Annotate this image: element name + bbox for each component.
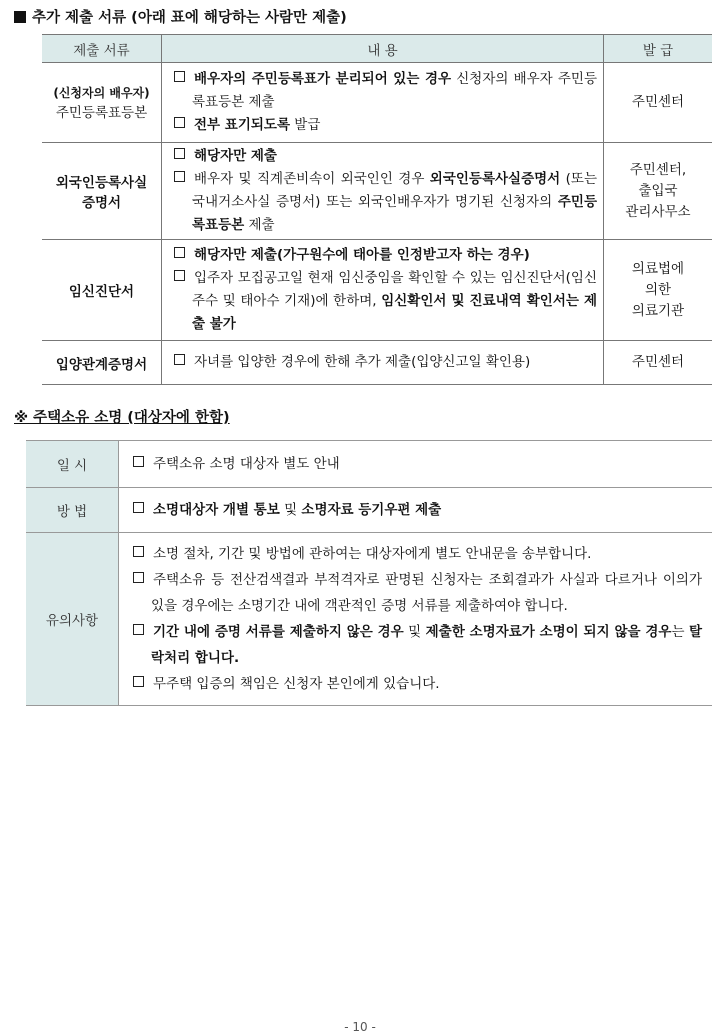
list-item: 주택소유 등 전산검색결과 부적격자로 판명된 신청자는 조회결과가 사실과 다르거나 이의가 있을 경우에는 소명기간 내에 객관적인 증명 서류를 제출하여야 합니다. — [129, 567, 702, 619]
black-square-icon — [14, 11, 26, 23]
checkbox-square-icon — [174, 117, 185, 128]
content-cell — [162, 341, 604, 385]
doc-cell: (신청자의 배우자) 주민등록표등본 — [42, 63, 162, 143]
table-row — [26, 441, 712, 488]
header-doc: 제출 서류 — [42, 35, 162, 63]
list-item: 무주택 입증의 책임은 신청자 본인에게 있습니다. — [129, 671, 702, 697]
content-cell — [162, 63, 604, 143]
list-item: 전부 표기되도록 발급 — [170, 114, 597, 137]
row-value — [119, 533, 713, 706]
content-cell — [162, 240, 604, 341]
additional-documents-table — [42, 34, 712, 385]
list-item: 해당자만 제출(가구원수에 태아를 인정받고자 하는 경우) — [170, 244, 597, 267]
table-row — [42, 341, 712, 385]
checkbox-square-icon — [133, 502, 144, 513]
issuer-cell: 주민센터 — [604, 63, 713, 143]
doc-cell: 외국인등록사실 증명서 — [42, 143, 162, 240]
list-item: 배우자의 주민등록표가 분리되어 있는 경우 신청자의 배우자 주민등록표등본 제출 — [170, 68, 597, 114]
content-cell — [162, 143, 604, 240]
table-row — [42, 240, 712, 341]
list-item: 입주자 모집공고일 현재 임신중임을 확인할 수 있는 임신진단서(임신 주수 및 태아수 기재)에 한하며, 임신확인서 및 진료내역 확인서는 제출 불가 — [170, 267, 597, 336]
issuer-cell: 주민센터 — [604, 341, 713, 385]
doc-cell: 임신진단서 — [42, 240, 162, 341]
checkbox-square-icon — [174, 354, 185, 365]
checkbox-square-icon — [133, 456, 144, 467]
doc-cell: 입양관계증명서 — [42, 341, 162, 385]
checkbox-square-icon — [133, 546, 144, 557]
checkbox-square-icon — [133, 624, 144, 635]
list-item: 해당자만 제출 — [170, 145, 597, 168]
row-label: 방 법 — [26, 488, 119, 533]
page-number: - 10 - — [344, 1020, 376, 1034]
checkbox-square-icon — [133, 572, 144, 583]
list-item: 기간 내에 증명 서류를 제출하지 않은 경우 및 제출한 소명자료가 소명이 되지 않을 경우는 탈락처리 합니다. — [129, 619, 702, 671]
row-value — [119, 441, 713, 488]
row-label: 일 시 — [26, 441, 119, 488]
list-item: 소명 절차, 기간 및 방법에 관하여는 대상자에게 별도 안내문을 송부합니다. — [129, 541, 702, 567]
checkbox-square-icon — [174, 71, 185, 82]
issuer-cell: 의료법에 의한 의료기관 — [604, 240, 713, 341]
checkbox-square-icon — [174, 171, 185, 182]
checkbox-square-icon — [174, 148, 185, 159]
checkbox-square-icon — [133, 676, 144, 687]
table-row — [42, 143, 712, 240]
row-value — [119, 488, 713, 533]
list-item: 주택소유 소명 대상자 별도 안내 — [129, 451, 702, 477]
list-item: 배우자 및 직계존비속이 외국인인 경우 외국인등록사실증명서 (또는 국내거소사실 증명서) 또는 외국인배우자가 명기된 신청자의 주민등록표등본 제출 — [170, 168, 597, 237]
list-item: 소명대상자 개별 통보 및 소명자료 등기우편 제출 — [129, 497, 702, 523]
header-content: 내 용 — [162, 35, 604, 63]
table-row — [26, 488, 712, 533]
housing-ownership-table — [26, 440, 712, 706]
table-row — [42, 63, 712, 143]
checkbox-square-icon — [174, 270, 185, 281]
header-issuer: 발 급 — [604, 35, 713, 63]
row-label: 유의사항 — [26, 533, 119, 706]
table-row — [26, 533, 712, 706]
section1-title: 추가 제출 서류 (아래 표에 해당하는 사람만 제출) — [14, 6, 347, 27]
issuer-cell: 주민센터, 출입국 관리사무소 — [604, 143, 713, 240]
section2-title: ※ 주택소유 소명 (대상자에 한함) — [14, 410, 230, 426]
list-item: 자녀를 입양한 경우에 한해 추가 제출(입양신고일 확인용) — [170, 351, 597, 374]
checkbox-square-icon — [174, 247, 185, 258]
